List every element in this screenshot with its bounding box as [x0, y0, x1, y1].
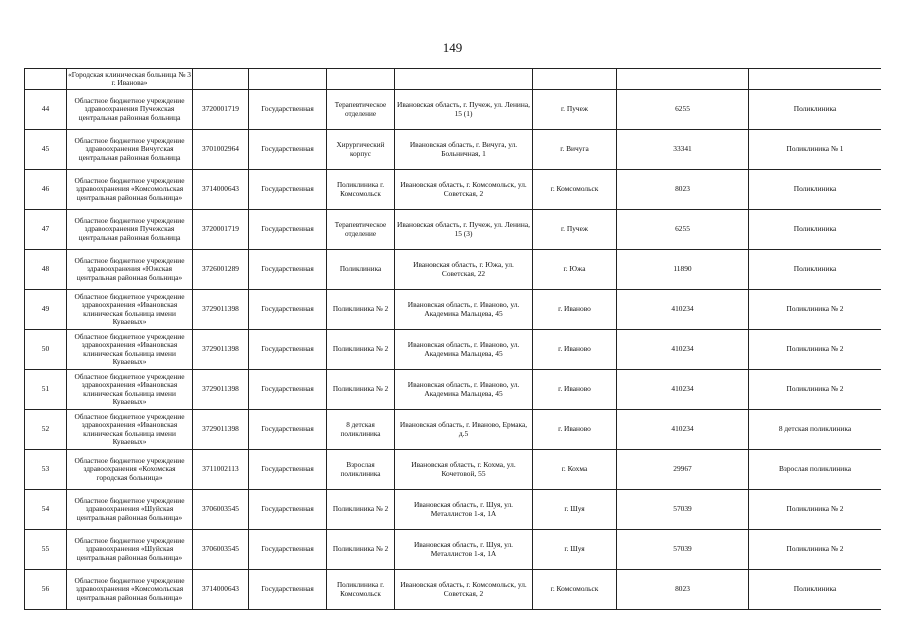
inn-cell: 3720001719 — [193, 90, 249, 130]
locality-cell: г. Пучеж — [533, 210, 617, 250]
ownership-cell: Государственная — [249, 90, 327, 130]
organization-cell: Областное бюджетное учреждение здравоохранения «Ивановская клиническая больница имени Куваевых» — [67, 290, 193, 330]
locality-cell: г. Южа — [533, 250, 617, 290]
locality-cell — [533, 69, 617, 90]
locality-cell: г. Иваново — [533, 330, 617, 370]
locality-cell: г. Вичуга — [533, 130, 617, 170]
inn-cell: 3714000643 — [193, 170, 249, 210]
row-number-cell: 47 — [25, 210, 67, 250]
locality-cell: г. Кохма — [533, 450, 617, 490]
address-cell — [395, 69, 533, 90]
population-cell: 410234 — [617, 330, 749, 370]
object-cell: Хирургический корпус — [327, 130, 395, 170]
unit-cell: Поликлиника № 2 — [749, 330, 882, 370]
row-number-cell: 52 — [25, 410, 67, 450]
table-row — [25, 490, 882, 530]
unit-cell: Поликлиника — [749, 170, 882, 210]
row-number-cell: 54 — [25, 490, 67, 530]
unit-cell: Поликлиника — [749, 90, 882, 130]
ownership-cell: Государственная — [249, 170, 327, 210]
organization-cell: Областное бюджетное учреждение здравоохранения «Южская центральная районная больница» — [67, 250, 193, 290]
ownership-cell: Государственная — [249, 250, 327, 290]
population-cell: 29967 — [617, 450, 749, 490]
address-cell: Ивановская область, г. Кохма, ул. Кочетовой, 55 — [395, 450, 533, 490]
unit-cell: Поликлиника № 1 — [749, 130, 882, 170]
inn-cell: 3706003545 — [193, 490, 249, 530]
row-number-cell — [25, 69, 67, 90]
table-row — [25, 210, 882, 250]
locality-cell: г. Комсомольск — [533, 570, 617, 610]
inn-cell: 3701002964 — [193, 130, 249, 170]
address-cell: Ивановская область, г. Иваново, Ермака, д.5 — [395, 410, 533, 450]
locality-cell: г. Пучеж — [533, 90, 617, 130]
object-cell: Поликлиника № 2 — [327, 290, 395, 330]
unit-cell: Поликлиника — [749, 570, 882, 610]
row-number-cell: 51 — [25, 370, 67, 410]
inn-cell: 3726001289 — [193, 250, 249, 290]
address-cell: Ивановская область, г. Пучеж, ул. Ленина, 15 (1) — [395, 90, 533, 130]
unit-cell: Поликлиника № 2 — [749, 490, 882, 530]
table-row — [25, 290, 882, 330]
address-cell: Ивановская область, г. Шуя, ул. Металлистов 1-я, 1А — [395, 530, 533, 570]
population-cell: 6255 — [617, 90, 749, 130]
organization-cell: Областное бюджетное учреждение здравоохранения «Кохомская городская больница» — [67, 450, 193, 490]
population-cell — [617, 69, 749, 90]
table-row — [25, 570, 882, 610]
population-cell: 410234 — [617, 410, 749, 450]
population-cell: 57039 — [617, 490, 749, 530]
row-number-cell: 45 — [25, 130, 67, 170]
table-body — [25, 69, 882, 610]
address-cell: Ивановская область, г. Комсомольск, ул. Советская, 2 — [395, 170, 533, 210]
inn-cell — [193, 69, 249, 90]
locality-cell: г. Иваново — [533, 370, 617, 410]
table-row — [25, 530, 882, 570]
ownership-cell: Государственная — [249, 130, 327, 170]
organization-cell: Областное бюджетное учреждение здравоохранения Пучежская центральная районная больница — [67, 210, 193, 250]
organization-cell: Областное бюджетное учреждение здравоохранения Пучежская центральная районная больница — [67, 90, 193, 130]
unit-cell: Поликлиника — [749, 250, 882, 290]
address-cell: Ивановская область, г. Вичуга, ул. Больничная, 1 — [395, 130, 533, 170]
organization-cell: Областное бюджетное учреждение здравоохранения «Ивановская клиническая больница имени Куваевых» — [67, 370, 193, 410]
unit-cell: Поликлиника № 2 — [749, 530, 882, 570]
ownership-cell: Государственная — [249, 370, 327, 410]
address-cell: Ивановская область, г. Иваново, ул. Академика Мальцева, 45 — [395, 290, 533, 330]
row-number-cell: 46 — [25, 170, 67, 210]
inn-cell: 3729011398 — [193, 290, 249, 330]
unit-cell: Поликлиника — [749, 210, 882, 250]
organization-cell: Областное бюджетное учреждение здравоохранения «Шуйская центральная районная больница» — [67, 490, 193, 530]
unit-cell: Поликлиника № 2 — [749, 290, 882, 330]
ownership-cell: Государственная — [249, 330, 327, 370]
table-row — [25, 130, 882, 170]
inn-cell: 3720001719 — [193, 210, 249, 250]
ownership-cell: Государственная — [249, 490, 327, 530]
object-cell: 8 детская поликлиника — [327, 410, 395, 450]
ownership-cell — [249, 69, 327, 90]
organization-cell: Областное бюджетное учреждение здравоохранения «Шуйская центральная районная больница» — [67, 530, 193, 570]
address-cell: Ивановская область, г. Иваново, ул. Академика Мальцева, 45 — [395, 330, 533, 370]
ownership-cell: Государственная — [249, 570, 327, 610]
population-cell: 6255 — [617, 210, 749, 250]
locality-cell: г. Иваново — [533, 290, 617, 330]
row-number-cell: 49 — [25, 290, 67, 330]
ownership-cell: Государственная — [249, 410, 327, 450]
object-cell: Взрослая поликлиника — [327, 450, 395, 490]
organization-cell: Областное бюджетное учреждение здравоохранения «Ивановская клиническая больница имени Куваевых» — [67, 410, 193, 450]
population-cell: 410234 — [617, 370, 749, 410]
row-number-cell: 56 — [25, 570, 67, 610]
object-cell: Поликлиника № 2 — [327, 530, 395, 570]
population-cell: 8023 — [617, 570, 749, 610]
ownership-cell: Государственная — [249, 290, 327, 330]
organization-cell: Областное бюджетное учреждение здравоохранения «Ивановская клиническая больница имени Куваевых» — [67, 330, 193, 370]
table-row — [25, 170, 882, 210]
unit-cell: Взрослая поликлиника — [749, 450, 882, 490]
object-cell: Поликлиника № 2 — [327, 370, 395, 410]
row-number-cell: 44 — [25, 90, 67, 130]
object-cell: Поликлиника г. Комсомольск — [327, 170, 395, 210]
inn-cell: 3729011398 — [193, 410, 249, 450]
population-cell: 8023 — [617, 170, 749, 210]
table-row — [25, 450, 882, 490]
population-cell: 11890 — [617, 250, 749, 290]
table-row — [25, 370, 882, 410]
organization-cell: Областное бюджетное учреждение здравоохранения Вичугская центральная районная больница — [67, 130, 193, 170]
organization-cell: Областное бюджетное учреждение здравоохранения «Комсомольская центральная районная больница» — [67, 570, 193, 610]
unit-cell: 8 детская поликлиника — [749, 410, 882, 450]
object-cell: Поликлиника № 2 — [327, 490, 395, 530]
table-container — [24, 68, 881, 640]
organization-cell: Областное бюджетное учреждение здравоохранения «Комсомольская центральная районная больница» — [67, 170, 193, 210]
inn-cell: 3706003545 — [193, 530, 249, 570]
ownership-cell: Государственная — [249, 450, 327, 490]
address-cell: Ивановская область, г. Южа, ул. Советская, 22 — [395, 250, 533, 290]
ownership-cell: Государственная — [249, 210, 327, 250]
table-row — [25, 250, 882, 290]
table-row-continuation — [25, 69, 882, 90]
object-cell: Терапевтическое отделение — [327, 90, 395, 130]
object-cell: Поликлиника № 2 — [327, 330, 395, 370]
unit-cell: Поликлиника № 2 — [749, 370, 882, 410]
facilities-table — [24, 68, 881, 610]
address-cell: Ивановская область, г. Иваново, ул. Академика Мальцева, 45 — [395, 370, 533, 410]
object-cell: Поликлиника г. Комсомольск — [327, 570, 395, 610]
locality-cell: г. Шуя — [533, 530, 617, 570]
population-cell: 57039 — [617, 530, 749, 570]
row-number-cell: 48 — [25, 250, 67, 290]
inn-cell: 3729011398 — [193, 330, 249, 370]
address-cell: Ивановская область, г. Шуя, ул. Металлистов 1-я, 1А — [395, 490, 533, 530]
unit-cell — [749, 69, 882, 90]
inn-cell: 3729011398 — [193, 370, 249, 410]
locality-cell: г. Комсомольск — [533, 170, 617, 210]
population-cell: 410234 — [617, 290, 749, 330]
table-row — [25, 90, 882, 130]
address-cell: Ивановская область, г. Комсомольск, ул. Советская, 2 — [395, 570, 533, 610]
ownership-cell: Государственная — [249, 530, 327, 570]
row-number-cell: 55 — [25, 530, 67, 570]
row-number-cell: 50 — [25, 330, 67, 370]
locality-cell: г. Иваново — [533, 410, 617, 450]
object-cell: Терапевтическое отделение — [327, 210, 395, 250]
object-cell: Поликлиника — [327, 250, 395, 290]
inn-cell: 3711002113 — [193, 450, 249, 490]
page-number: 149 — [442, 40, 463, 55]
object-cell — [327, 69, 395, 90]
table-row — [25, 410, 882, 450]
table-row — [25, 330, 882, 370]
inn-cell: 3714000643 — [193, 570, 249, 610]
address-cell: Ивановская область, г. Пучеж, ул. Ленина, 15 (3) — [395, 210, 533, 250]
organization-cell: «Городская клиническая больница № 3 г. Иванова» — [67, 69, 193, 90]
population-cell: 33341 — [617, 130, 749, 170]
locality-cell: г. Шуя — [533, 490, 617, 530]
row-number-cell: 53 — [25, 450, 67, 490]
